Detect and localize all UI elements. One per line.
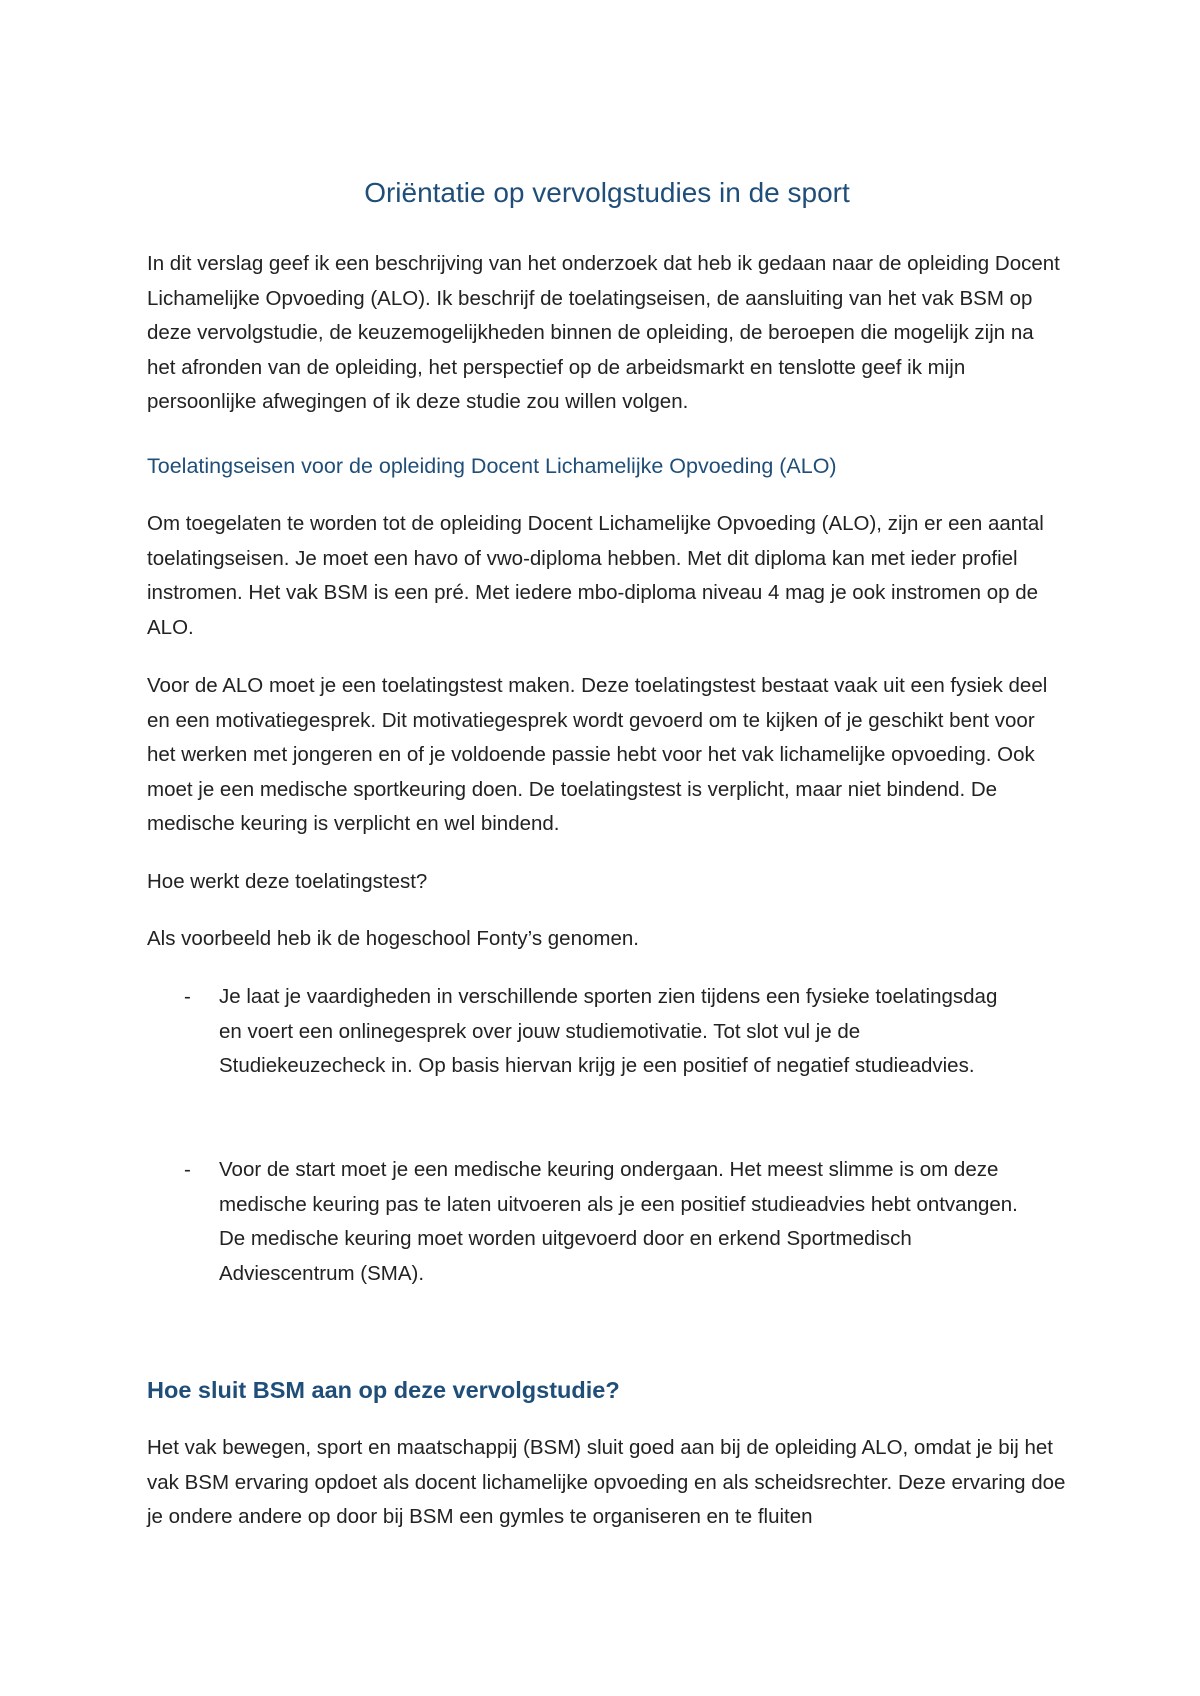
bullet-dash: - xyxy=(184,1158,191,1181)
example-paragraph: Als voorbeeld heb ik de hogeschool Fonty’s genomen. xyxy=(147,927,639,950)
toelatingseisen-paragraph-2: Voor de ALO moet je een toelatingstest maken. Deze toelatingstest bestaat vaak uit een fysiek deel en een motivatiegesprek. Dit motivatiegesprek wordt gevoerd om te kijken of je geschikt bent voor het werken met jongeren en of je voldoende passie hebt voor het vak lichamelijke opvoeding. Ook moet je een medische sportkeuring doen. De toelatingstest is verplicht, maar niet bindend. De medische keuring is verplicht en wel bindend. xyxy=(147,674,1048,835)
list-item-text: Voor de start moet je een medische keuring ondergaan. Het meest slimme is om deze medische keuring pas te laten uitvoeren als je een positief studieadvies hebt ontvangen. De medische keuring moet worden uitgevoerd door en erkend Sportmedisch Adviescentrum (SMA). xyxy=(219,1158,1018,1285)
section-heading-toelatingseisen: Toelatingseisen voor de opleiding Docent Lichamelijke Opvoeding (ALO) xyxy=(147,454,837,478)
toelatingseisen-paragraph-1: Om toegelaten te worden tot de opleiding Docent Lichamelijke Opvoeding (ALO), zijn er een aantal toelatingseisen. Je moet een havo of vwo-diploma hebben. Met dit diploma kan met ieder profiel instromen. Het vak BSM is een pré. Met iedere mbo-diploma niveau 4 mag je ook instromen op de ALO. xyxy=(147,512,1044,639)
section-heading-bsm: Hoe sluit BSM aan op deze vervolgstudie? xyxy=(147,1377,620,1403)
document-title: Oriëntatie op vervolgstudies in de sport xyxy=(364,177,850,208)
bullet-dash: - xyxy=(184,985,191,1008)
intro-paragraph: In dit verslag geef ik een beschrijving van het onderzoek dat heb ik gedaan naar de opleiding Docent Lichamelijke Opvoeding (ALO). Ik beschrijf de toelatingseisen, de aansluiting van het vak BSM op deze vervolgstudie, de keuzemogelijkheden binnen de opleiding, de beroepen die mogelijk zijn na het afronden van de opleiding, het perspectief op de arbeidsmarkt en tenslotte geef ik mijn persoonlijke afwegingen of ik deze studie zou willen volgen. xyxy=(147,252,1060,413)
bsm-paragraph-1: Het vak bewegen, sport en maatschappij (BSM) sluit goed aan bij de opleiding ALO, omdat je bij het vak BSM ervaring opdoet als docent lichamelijke opvoeding en als scheidsrechter. Deze ervaring doe je ondere andere op door bij BSM een gymles te organiseren en te fluiten xyxy=(147,1436,1066,1528)
toelatingstest-question: Hoe werkt deze toelatingstest? xyxy=(147,870,428,893)
list-item-text: Je laat je vaardigheden in verschillende sporten zien tijdens een fysieke toelatingsdag en voert een onlinegesprek over jouw studiemotivatie. Tot slot vul je de Studiekeuzecheck in. Op basis hiervan krijg je een positief of negatief studieadvies. xyxy=(219,985,998,1077)
